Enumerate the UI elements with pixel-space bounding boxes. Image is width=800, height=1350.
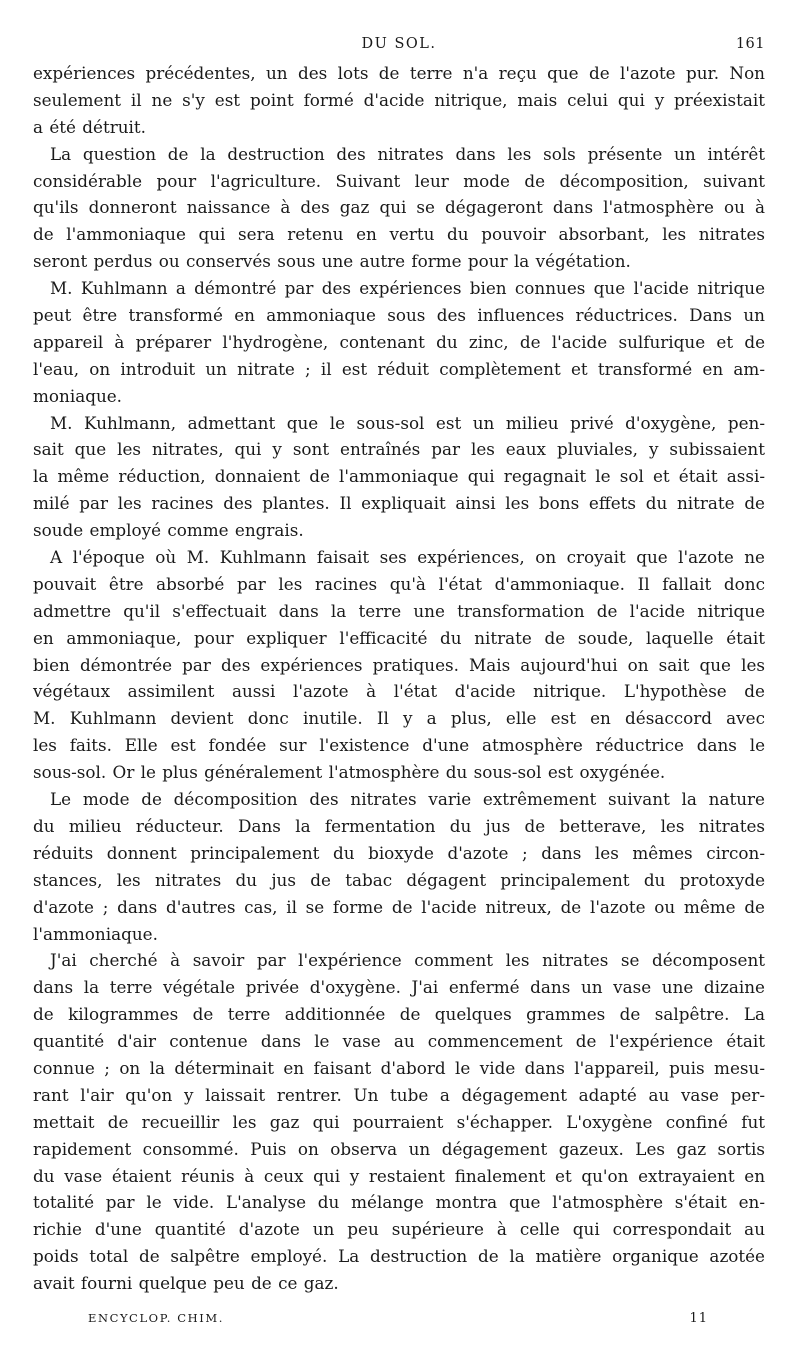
text-line: quantité d'air contenue dans le vase au commencement de l'expérience était: [33, 1031, 765, 1052]
text-line: réduits donnent principalement du bioxyde d'azote ; dans les mêmes circon-: [33, 842, 765, 863]
text-line: expériences précédentes, un des lots de terre n'a reçu que de l'azote pur. Non: [33, 63, 765, 83]
running-title: DU SOL.: [361, 36, 437, 52]
text-line: avait fourni quelque peu de ce gaz.: [33, 1273, 339, 1294]
page-number: 161: [735, 36, 765, 52]
text-line: Le mode de décomposition des nitrates varie extrêmement suivant la nature: [50, 789, 765, 810]
text-line: du milieu réducteur. Dans la fermentation du jus de betterave, les nitrates: [33, 815, 765, 836]
text-line: peut être transformé en ammoniaque sous des influences réductrices. Dans un: [33, 305, 765, 326]
text-line: les faits. Elle est fondée sur l'existence d'une atmosphère réductrice dans le: [33, 735, 765, 756]
text-line: La question de la destruction des nitrates dans les sols présente un intérêt: [50, 143, 765, 164]
text-line: bien démontrée par des expériences pratiques. Mais aujourd'hui on sait que les: [33, 654, 765, 675]
text-line: poids total de salpêtre employé. La destruction de la matière organique azotée: [33, 1246, 765, 1267]
text-line: l'ammoniaque.: [33, 923, 158, 944]
text-line: rapidement consommé. Puis on observa un dégagement gazeux. Les gaz sortis: [33, 1138, 765, 1159]
text-line: A l'époque où M. Kuhlmann faisait ses expériences, on croyait que l'azote ne: [50, 547, 765, 568]
text-line: végétaux assimilent aussi l'azote à l'état d'acide nitrique. L'hypothèse de: [33, 681, 765, 702]
text-line: sous-sol. Or le plus généralement l'atmosphère du sous-sol est oxygénée.: [33, 762, 666, 783]
text-line: admettre qu'il s'effectuait dans la terre une transformation de l'acide nitrique: [33, 600, 765, 621]
footer-sheet-number: 11: [689, 1311, 708, 1326]
text-line: rant l'air qu'on y laissait rentrer. Un tube a dégagement adapté au vase per-: [33, 1084, 765, 1105]
text-line: M. Kuhlmann a démontré par des expériences bien connues que l'acide nitrique: [50, 278, 765, 299]
running-head: [33, 36, 765, 58]
body-text: [33, 60, 765, 1297]
text-line: sait que les nitrates, qui y sont entraînés par les eaux pluviales, y subissaient: [33, 439, 765, 460]
text-line: mettait de recueillir les gaz qui pourraient s'échapper. L'oxygène confiné fut: [33, 1111, 765, 1132]
text-line: seulement il ne s'y est point formé d'acide nitrique, mais celui qui y préexistait: [33, 89, 765, 110]
text-line: seront perdus ou conservés sous une autre forme pour la végétation.: [33, 251, 631, 272]
text-line: M. Kuhlmann devient donc inutile. Il y a plus, elle est en désaccord avec: [33, 708, 765, 729]
text-line: du vase étaient réunis à ceux qui y restaient finalement et qu'on extrayaient en: [33, 1165, 765, 1186]
text-line: dans la terre végétale privée d'oxygène. J'ai enfermé dans un vase une dizaine: [33, 977, 765, 998]
text-line: appareil à préparer l'hydrogène, contenant du zinc, de l'acide sulfurique et de: [33, 331, 765, 352]
text-line: J'ai cherché à savoir par l'expérience comment les nitrates se décomposent: [50, 950, 765, 971]
text-line: considérable pour l'agriculture. Suivant leur mode de décomposition, suivant: [33, 170, 765, 191]
text-line: a été détruit.: [33, 116, 146, 137]
text-line: pouvait être absorbé par les racines qu'à l'état d'ammoniaque. Il fallait donc: [33, 573, 765, 594]
text-line: d'azote ; dans d'autres cas, il se forme de l'acide nitreux, de l'azote ou même de: [33, 896, 765, 917]
text-line: richie d'une quantité d'azote un peu supérieure à celle qui correspondait au: [33, 1219, 765, 1240]
text-line: de kilogrammes de terre additionnée de quelques grammes de salpêtre. La: [33, 1004, 765, 1025]
text-line: M. Kuhlmann, admettant que le sous-sol est un milieu privé d'oxygène, pen-: [50, 412, 765, 433]
text-line: la même réduction, donnaient de l'ammoniaque qui regagnait le sol et était assi-: [33, 466, 765, 487]
text-line: milé par les racines des plantes. Il expliquait ainsi les bons effets du nitrate de: [33, 493, 765, 514]
text-line: l'eau, on introduit un nitrate ; il est réduit complètement et transformé en am-: [33, 358, 765, 379]
text-line: de l'ammoniaque qui sera retenu en vertu du pouvoir absorbant, les nitrates: [33, 224, 765, 245]
text-line: moniaque.: [33, 385, 123, 406]
text-line: totalité par le vide. L'analyse du mélange montra que l'atmosphère s'était en-: [33, 1192, 765, 1213]
text-line: soude employé comme engrais.: [33, 520, 304, 541]
text-line: connue ; on la déterminait en faisant d'abord le vide dans l'appareil, puis mesu-: [33, 1057, 765, 1078]
footer-signature: ENCYCLOP. CHIM.: [88, 1311, 225, 1325]
text-line: qu'ils donneront naissance à des gaz qui se dégageront dans l'atmosphère ou à: [33, 197, 765, 218]
footer: [88, 1311, 708, 1331]
text-line: stances, les nitrates du jus de tabac dégagent principalement du protoxyde: [33, 869, 765, 890]
text-line: en ammoniaque, pour expliquer l'efficacité du nitrate de soude, laquelle était: [33, 627, 765, 648]
